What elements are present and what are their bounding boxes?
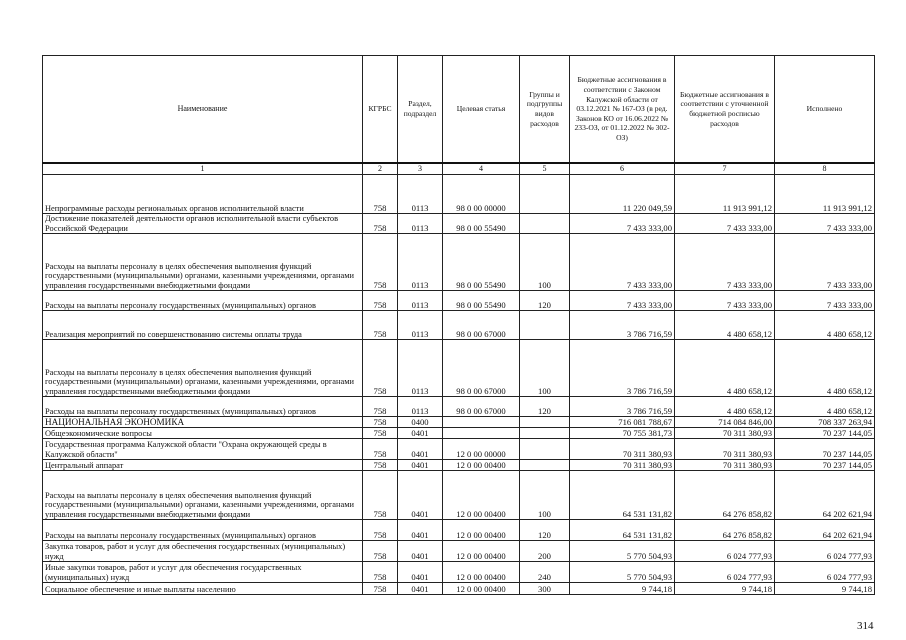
- cell-target: 12 0 00 00400: [443, 520, 520, 541]
- cell-kgrbs: 758: [363, 460, 398, 471]
- cell-group: [520, 460, 570, 471]
- cell-group: [520, 175, 570, 214]
- cell-group: 120: [520, 291, 570, 311]
- cell-executed: 70 237 144,05: [775, 439, 875, 460]
- cell-refined-allocation: 70 311 380,93: [675, 460, 775, 471]
- cell-name: Расходы на выплаты персоналу в целях обеспечения выполнения функций государственными (муниципальными) органами, казенными учреждениями, органами управления государственными внебюджетными фондами: [43, 340, 363, 397]
- cell-kgrbs: 758: [363, 291, 398, 311]
- cell-name: Расходы на выплаты персоналу государственных (муниципальных) органов: [43, 397, 363, 417]
- cell-law-allocation: 7 433 333,00: [570, 234, 675, 291]
- cell-target: 98 0 00 67000: [443, 311, 520, 340]
- cell-section: 0401: [398, 583, 443, 595]
- column-number: 3: [398, 163, 443, 175]
- cell-section: 0113: [398, 291, 443, 311]
- cell-group: [520, 439, 570, 460]
- cell-executed: 9 744,18: [775, 583, 875, 595]
- table-row: [43, 471, 875, 520]
- table-row: [43, 460, 875, 471]
- cell-kgrbs: 758: [363, 562, 398, 583]
- cell-group: 100: [520, 340, 570, 397]
- table-body: [43, 175, 875, 595]
- cell-group: [520, 428, 570, 439]
- cell-executed: 708 337 263,94: [775, 417, 875, 428]
- cell-law-allocation: 3 786 716,59: [570, 311, 675, 340]
- cell-target: 98 0 00 67000: [443, 340, 520, 397]
- cell-section: 0401: [398, 460, 443, 471]
- cell-section: 0113: [398, 311, 443, 340]
- cell-law-allocation: 9 744,18: [570, 583, 675, 595]
- cell-section: 0113: [398, 397, 443, 417]
- cell-executed: 70 237 144,05: [775, 428, 875, 439]
- cell-group: 300: [520, 583, 570, 595]
- table-row: [43, 417, 875, 428]
- cell-target: 12 0 00 00400: [443, 583, 520, 595]
- cell-group: [520, 311, 570, 340]
- cell-executed: 64 202 621,94: [775, 471, 875, 520]
- cell-target: 98 0 00 55490: [443, 291, 520, 311]
- cell-name: Общеэкономические вопросы: [43, 428, 363, 439]
- cell-kgrbs: 758: [363, 417, 398, 428]
- header-kgrbs: КГРБС: [363, 56, 398, 164]
- cell-law-allocation: 3 786 716,59: [570, 397, 675, 417]
- cell-group: 100: [520, 471, 570, 520]
- cell-group: 200: [520, 541, 570, 562]
- header-refined-allocation: Бюджетные ассигнования в соответствии с уточненной бюджетной росписью расходов: [675, 56, 775, 164]
- cell-law-allocation: 70 311 380,93: [570, 439, 675, 460]
- cell-kgrbs: 758: [363, 439, 398, 460]
- cell-law-allocation: 7 433 333,00: [570, 214, 675, 234]
- cell-name: Расходы на выплаты персоналу в целях обеспечения выполнения функций государственными (муниципальными) органами, казенными учреждениями, органами управления государственными внебюджетными фондами: [43, 234, 363, 291]
- cell-name: Расходы на выплаты персоналу государственных (муниципальных) органов: [43, 520, 363, 541]
- cell-law-allocation: 70 311 380,93: [570, 460, 675, 471]
- cell-law-allocation: 7 433 333,00: [570, 291, 675, 311]
- column-number: 5: [520, 163, 570, 175]
- table-row: [43, 520, 875, 541]
- cell-refined-allocation: 714 084 846,00: [675, 417, 775, 428]
- cell-kgrbs: 758: [363, 541, 398, 562]
- cell-name: Реализация мероприятий по совершенствованию системы оплаты труда: [43, 311, 363, 340]
- cell-name: Социальное обеспечение и иные выплаты населению: [43, 583, 363, 595]
- cell-section: 0401: [398, 541, 443, 562]
- cell-section: 0401: [398, 471, 443, 520]
- cell-refined-allocation: 70 311 380,93: [675, 439, 775, 460]
- cell-target: 12 0 00 00000: [443, 439, 520, 460]
- header-group: Группы и подгруппы видов расходов: [520, 56, 570, 164]
- cell-executed: 6 024 777,93: [775, 541, 875, 562]
- budget-table-sheet: [42, 55, 874, 595]
- table-row: [43, 214, 875, 234]
- column-number: 6: [570, 163, 675, 175]
- cell-target: 98 0 00 55490: [443, 234, 520, 291]
- cell-group: [520, 214, 570, 234]
- cell-executed: 7 433 333,00: [775, 291, 875, 311]
- cell-target: 98 0 00 55490: [443, 214, 520, 234]
- cell-refined-allocation: 7 433 333,00: [675, 234, 775, 291]
- cell-target: [443, 428, 520, 439]
- cell-name: Государственная программа Калужской области "Охрана окружающей среды в Калужской области": [43, 439, 363, 460]
- table-row: [43, 428, 875, 439]
- column-number: 7: [675, 163, 775, 175]
- cell-refined-allocation: 6 024 777,93: [675, 562, 775, 583]
- column-number: 8: [775, 163, 875, 175]
- page-number: 314: [857, 620, 874, 632]
- header-section: Раздел, подраздел: [398, 56, 443, 164]
- cell-target: 12 0 00 00400: [443, 460, 520, 471]
- cell-executed: 6 024 777,93: [775, 562, 875, 583]
- cell-executed: 70 237 144,05: [775, 460, 875, 471]
- cell-group: 120: [520, 520, 570, 541]
- cell-executed: 4 480 658,12: [775, 397, 875, 417]
- cell-name: Закупка товаров, работ и услуг для обеспечения государственных (муниципальных) нужд: [43, 541, 363, 562]
- cell-group: [520, 417, 570, 428]
- cell-target: [443, 417, 520, 428]
- cell-kgrbs: 758: [363, 583, 398, 595]
- cell-name: НАЦИОНАЛЬНАЯ ЭКОНОМИКА: [43, 417, 363, 428]
- cell-executed: 64 202 621,94: [775, 520, 875, 541]
- cell-section: 0113: [398, 175, 443, 214]
- cell-refined-allocation: 11 913 991,12: [675, 175, 775, 214]
- cell-executed: 11 913 991,12: [775, 175, 875, 214]
- table-row: [43, 562, 875, 583]
- cell-refined-allocation: 64 276 858,82: [675, 471, 775, 520]
- cell-kgrbs: 758: [363, 311, 398, 340]
- cell-section: 0400: [398, 417, 443, 428]
- cell-section: 0113: [398, 340, 443, 397]
- cell-kgrbs: 758: [363, 175, 398, 214]
- cell-refined-allocation: 7 433 333,00: [675, 291, 775, 311]
- cell-name: Расходы на выплаты персоналу государственных (муниципальных) органов: [43, 291, 363, 311]
- cell-target: 98 0 00 67000: [443, 397, 520, 417]
- table-row: [43, 234, 875, 291]
- cell-section: 0401: [398, 562, 443, 583]
- table-row: [43, 291, 875, 311]
- cell-refined-allocation: 64 276 858,82: [675, 520, 775, 541]
- column-number: 1: [43, 163, 363, 175]
- cell-executed: 4 480 658,12: [775, 311, 875, 340]
- header-executed: Исполнено: [775, 56, 875, 164]
- budget-table: [42, 55, 875, 595]
- cell-target: 98 0 00 00000: [443, 175, 520, 214]
- cell-target: 12 0 00 00400: [443, 562, 520, 583]
- cell-name: Достижение показателей деятельности органов исполнительной власти субъектов Российской Федерации: [43, 214, 363, 234]
- cell-group: 100: [520, 234, 570, 291]
- cell-kgrbs: 758: [363, 397, 398, 417]
- cell-kgrbs: 758: [363, 428, 398, 439]
- cell-law-allocation: 64 531 131,82: [570, 520, 675, 541]
- cell-kgrbs: 758: [363, 520, 398, 541]
- column-number-row: [43, 163, 875, 175]
- cell-section: 0401: [398, 439, 443, 460]
- cell-refined-allocation: 6 024 777,93: [675, 541, 775, 562]
- cell-kgrbs: 758: [363, 214, 398, 234]
- cell-kgrbs: 758: [363, 234, 398, 291]
- cell-law-allocation: 716 081 788,67: [570, 417, 675, 428]
- table-row: [43, 340, 875, 397]
- table-row: [43, 541, 875, 562]
- cell-section: 0401: [398, 520, 443, 541]
- cell-kgrbs: 758: [363, 471, 398, 520]
- cell-refined-allocation: 4 480 658,12: [675, 340, 775, 397]
- table-row: [43, 175, 875, 214]
- column-number: 2: [363, 163, 398, 175]
- cell-group: 240: [520, 562, 570, 583]
- cell-law-allocation: 64 531 131,82: [570, 471, 675, 520]
- header-name: Наименование: [43, 56, 363, 164]
- cell-law-allocation: 3 786 716,59: [570, 340, 675, 397]
- header-target: Целевая статья: [443, 56, 520, 164]
- cell-target: 12 0 00 00400: [443, 541, 520, 562]
- cell-target: 12 0 00 00400: [443, 471, 520, 520]
- table-row: [43, 439, 875, 460]
- cell-executed: 4 480 658,12: [775, 340, 875, 397]
- column-number: 4: [443, 163, 520, 175]
- table-header-row: [43, 56, 875, 164]
- cell-section: 0401: [398, 428, 443, 439]
- cell-name: Непрограммные расходы региональных органов исполнительной власти: [43, 175, 363, 214]
- cell-refined-allocation: 4 480 658,12: [675, 397, 775, 417]
- cell-section: 0113: [398, 214, 443, 234]
- cell-law-allocation: 70 755 381,73: [570, 428, 675, 439]
- cell-refined-allocation: 4 480 658,12: [675, 311, 775, 340]
- cell-section: 0113: [398, 234, 443, 291]
- cell-executed: 7 433 333,00: [775, 214, 875, 234]
- cell-law-allocation: 5 770 504,93: [570, 562, 675, 583]
- cell-refined-allocation: 7 433 333,00: [675, 214, 775, 234]
- cell-refined-allocation: 70 311 380,93: [675, 428, 775, 439]
- cell-name: Расходы на выплаты персоналу в целях обеспечения выполнения функций государственными (муниципальными) органами, казенными учреждениями, органами управления государственными внебюджетными фондами: [43, 471, 363, 520]
- cell-refined-allocation: 9 744,18: [675, 583, 775, 595]
- table-row: [43, 311, 875, 340]
- table-row: [43, 583, 875, 595]
- header-law-allocation: Бюджетные ассигнования в соответствии с Законом Калужской области от 03.12.2021 № 167-ОЗ (в ред. Законов КО от 16.06.2022 № 233-ОЗ, от 01.12.2022 № 302-ОЗ): [570, 56, 675, 164]
- cell-law-allocation: 5 770 504,93: [570, 541, 675, 562]
- cell-name: Центральный аппарат: [43, 460, 363, 471]
- cell-executed: 7 433 333,00: [775, 234, 875, 291]
- cell-kgrbs: 758: [363, 340, 398, 397]
- cell-law-allocation: 11 220 049,59: [570, 175, 675, 214]
- cell-name: Иные закупки товаров, работ и услуг для обеспечения государственных (муниципальных) нужд: [43, 562, 363, 583]
- table-row: [43, 397, 875, 417]
- cell-group: 120: [520, 397, 570, 417]
